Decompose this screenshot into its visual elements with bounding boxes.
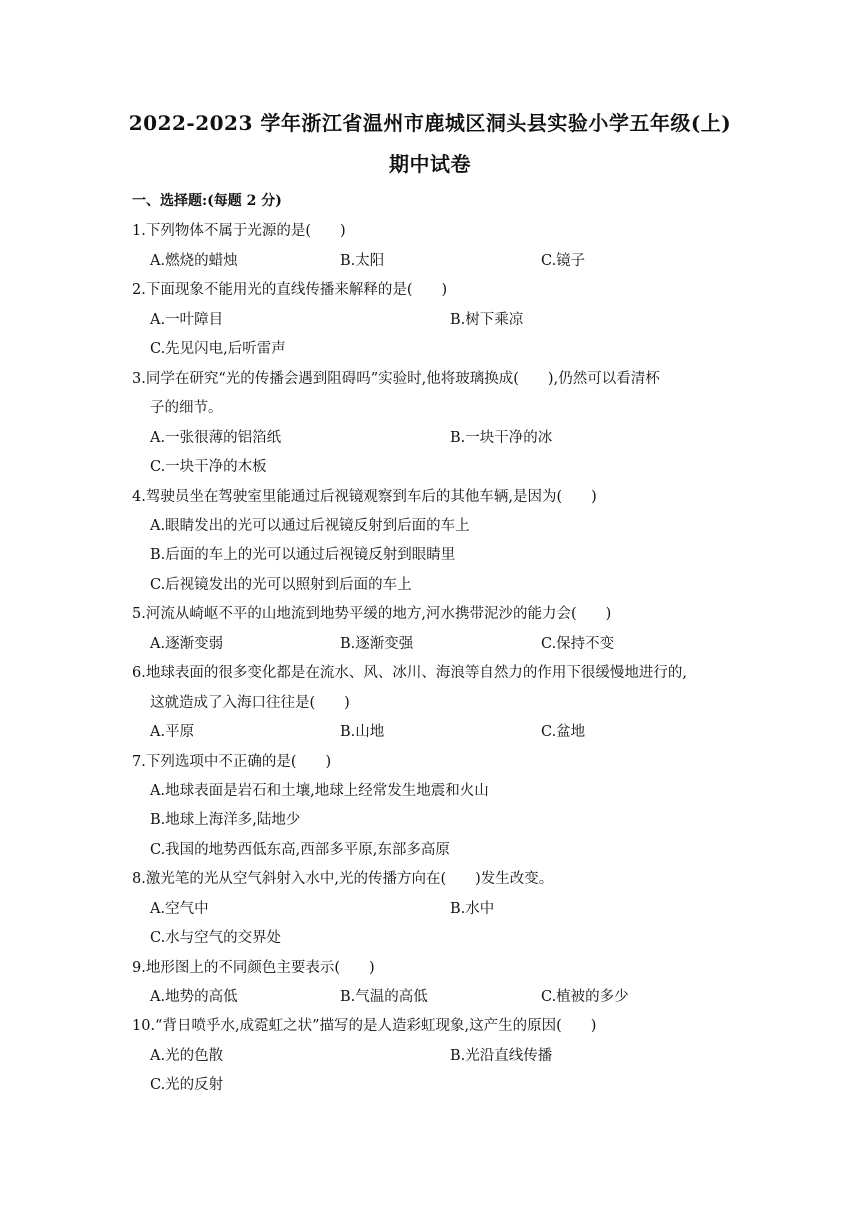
question-5-option-b: B.逐渐变强 [340,636,414,652]
question-3-option-a: A.一张很薄的铝箔纸 [150,430,282,446]
question-10-option-c: C.光的反射 [150,1077,224,1093]
question-4-option-a: A.眼睛发出的光可以通过后视镜反射到后面的车上 [150,518,470,534]
question-9-stem: 9.地形图上的不同颜色主要表示( ) [132,960,375,976]
question-9-option-b: B.气温的高低 [340,989,428,1005]
question-7-option-a: A.地球表面是岩石和土壤,地球上经常发生地震和火山 [150,783,489,799]
question-10-stem: 10.“背日喷乎水,成霓虹之状”描写的是人造彩虹现象,这产生的原因( ) [132,1018,597,1034]
question-1-option-c: C.镜子 [541,253,586,269]
question-9-option-a: A.地势的高低 [150,989,238,1005]
question-1-option-b: B.太阳 [340,253,385,269]
question-8-option-b: B.水中 [450,901,495,917]
question-2-option-c: C.先见闪电,后听雷声 [150,341,286,357]
question-2-option-b: B.树下乘凉 [450,312,524,328]
section-heading: 一、选择题:(每题 2 分) [132,193,282,209]
question-3-stem-cont: 子的细节。 [150,400,223,416]
question-2-stem: 2.下面现象不能用光的直线传播来解释的是( ) [132,282,448,298]
question-3-option-b: B.一块干净的冰 [450,430,553,446]
question-4-stem: 4.驾驶员坐在驾驶室里能通过后视镜观察到车后的其他车辆,是因为( ) [132,489,597,505]
question-7-option-b: B.地球上海洋多,陆地少 [150,812,301,828]
question-10-option-b: B.光沿直线传播 [450,1048,553,1064]
question-6-option-c: C.盆地 [541,724,586,740]
question-9-option-c: C.植被的多少 [541,989,629,1005]
question-2-option-a: A.一叶障目 [150,312,224,328]
question-3-option-c: C.一块干净的木板 [150,459,267,475]
question-5-stem: 5.河流从崎岖不平的山地流到地势平缓的地方,河水携带泥沙的能力会( ) [132,606,612,622]
question-3-stem: 3.同学在研究“光的传播会遇到阻碍吗”实验时,他将玻璃换成( ),仍然可以看清杯 [132,371,660,387]
exam-title-line2: 期中试卷 [389,152,471,176]
question-4-option-b: B.后面的车上的光可以通过后视镜反射到眼睛里 [150,547,456,563]
question-8-option-c: C.水与空气的交界处 [150,930,282,946]
question-1-stem: 1.下列物体不属于光源的是( ) [132,223,346,239]
question-1-option-a: A.燃烧的蜡烛 [150,253,238,269]
exam-title-line1: 2022-2023 学年浙江省温州市鹿城区洞头县实验小学五年级(上) [128,111,732,135]
question-8-option-a: A.空气中 [150,901,209,917]
question-7-stem: 7.下列选项中不正确的是( ) [132,754,332,770]
question-5-option-c: C.保持不变 [541,636,615,652]
question-7-option-c: C.我国的地势西低东高,西部多平原,东部多高原 [150,842,450,858]
question-6-stem: 6.地球表面的很多变化都是在流水、风、冰川、海浪等自然力的作用下很缓慢地进行的, [132,665,687,681]
question-6-option-b: B.山地 [340,724,385,740]
question-8-stem: 8.激光笔的光从空气斜射入水中,光的传播方向在( )发生改变。 [132,871,554,887]
question-5-option-a: A.逐渐变弱 [150,636,224,652]
question-6-stem-cont: 这就造成了入海口往往是( ) [150,695,350,711]
question-4-option-c: C.后视镜发出的光可以照射到后面的车上 [150,577,412,593]
question-10-option-a: A.光的色散 [150,1048,224,1064]
question-6-option-a: A.平原 [150,724,195,740]
